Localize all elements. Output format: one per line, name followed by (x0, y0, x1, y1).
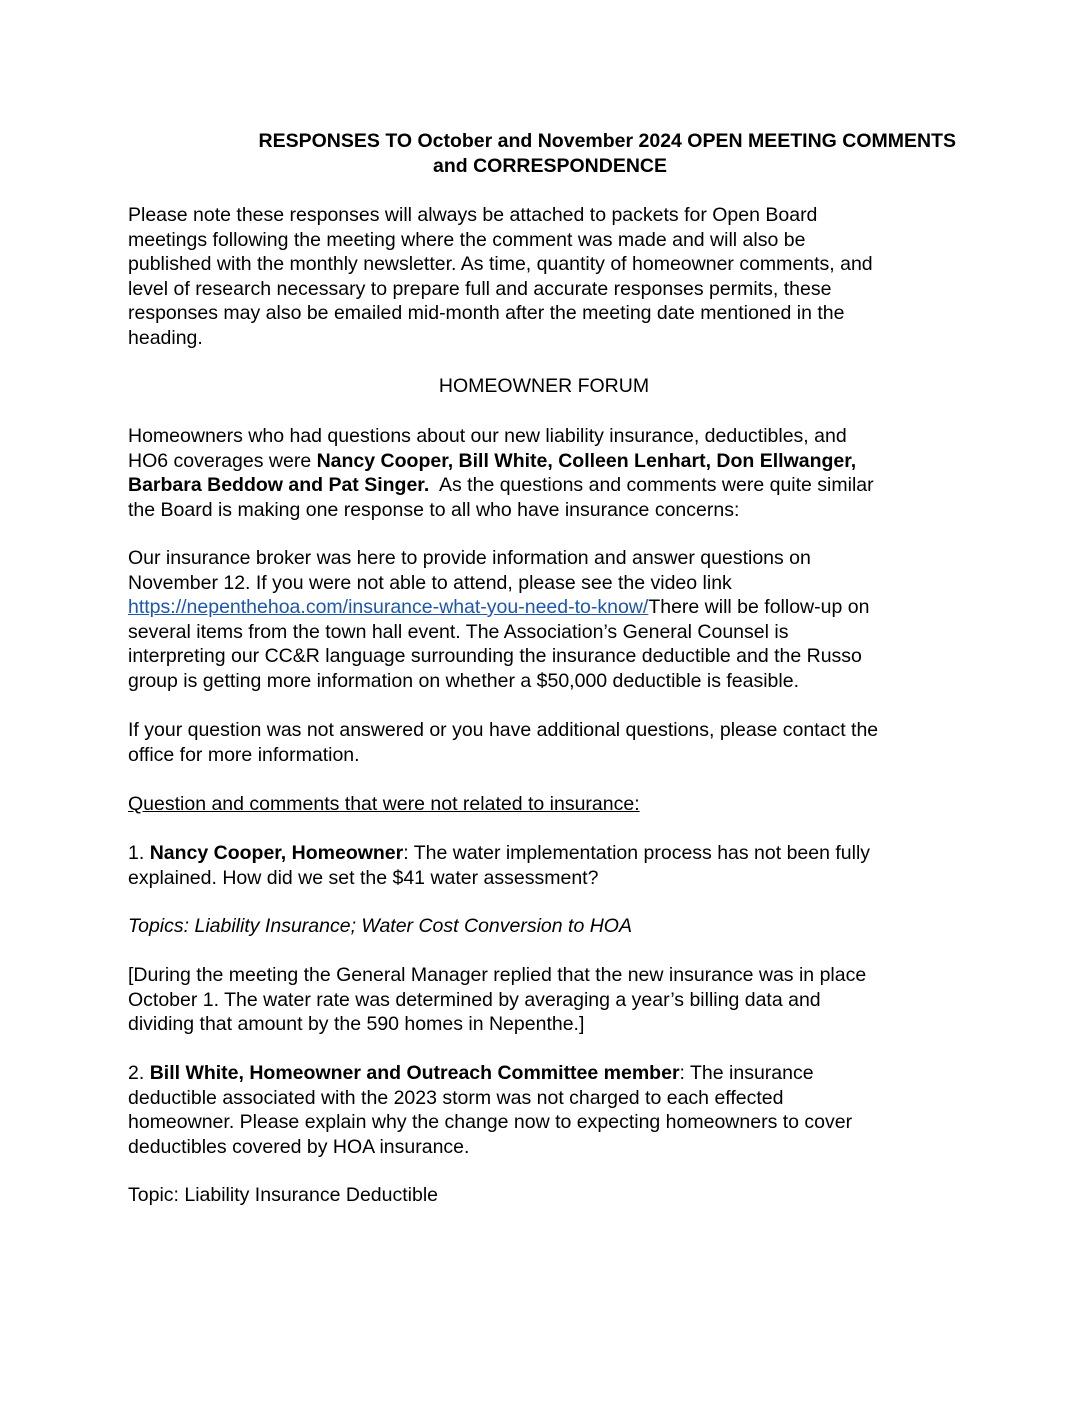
insurance-line (128, 449, 960, 474)
broker-line-text: There will be follow-up on (648, 596, 870, 618)
reply-line: October 1. The water rate was determined by averaging a year’s billing data and (128, 988, 821, 1011)
reply-line: [During the meeting the General Manager replied that the new insurance was in place (128, 964, 867, 986)
item-1-reply (128, 963, 960, 1037)
title-line-2: and CORRESPONDENCE (432, 155, 668, 177)
contact-paragraph (128, 718, 960, 767)
item-line (128, 841, 960, 866)
item-line: explained. How did we set the $41 water assessment? (128, 866, 599, 889)
item-2-question (128, 1061, 960, 1159)
intro-line: responses may also be emailed mid-month after the meeting date mentioned in the (128, 302, 845, 324)
insurance-line: Homeowners who had questions about our new liability insurance, deductibles, and (128, 425, 847, 447)
reply-line: dividing that amount by the 590 homes in Nepenthe.] (128, 1013, 585, 1035)
intro-line: level of research necessary to prepare full and accurate responses permits, these (128, 277, 832, 300)
document-title (128, 129, 956, 179)
non-insurance-heading: Question and comments that were not related to insurance: (128, 793, 640, 815)
video-link[interactable]: https://nepenthehoa.com/insurance-what-you-need-to-know/ (128, 596, 649, 618)
title-line-1: RESPONSES TO October and November 2024 OPEN MEETING COMMENTS (258, 130, 956, 152)
item-line (128, 1061, 960, 1086)
contact-line: office for more information. (128, 743, 360, 766)
broker-paragraph (128, 546, 960, 693)
intro-line: meetings following the meeting where the comment was made and will also be (128, 228, 806, 251)
item-number: 1. (128, 842, 150, 864)
item-text: : The water implementation process has not been fully (403, 842, 871, 864)
item-2-topic: Topic: Liability Insurance Deductible (128, 1184, 439, 1206)
intro-line: Please note these responses will always be attached to packets for Open Board (128, 204, 818, 226)
broker-line: group is getting more information on whether a $50,000 deductible is feasible. (128, 669, 799, 692)
homeowner-names: Nancy Cooper, Bill White, Colleen Lenhart, Don Ellwanger, (316, 449, 857, 472)
broker-line: Our insurance broker was here to provide information and answer questions on (128, 547, 811, 569)
insurance-line-text: As the questions and comments were quite similar (429, 474, 874, 496)
intro-line: published with the monthly newsletter. As time, quantity of homeowner comments, and (128, 253, 873, 275)
insurance-line (128, 473, 960, 498)
item-text: : The insurance (679, 1062, 814, 1084)
item-speaker: Bill White, Homeowner and Outreach Committee member (149, 1062, 680, 1084)
homeowner-forum-heading: HOMEOWNER FORUM (438, 375, 650, 397)
insurance-line: the Board is making one response to all who have insurance concerns: (128, 498, 740, 521)
item-number: 2. (128, 1062, 150, 1084)
homeowner-names: Barbara Beddow and Pat Singer. (128, 474, 430, 496)
broker-line: November 12. If you were not able to attend, please see the video link (128, 571, 732, 594)
broker-line (128, 595, 960, 620)
contact-line: If your question was not answered or you have additional questions, please contact the (128, 719, 879, 741)
item-1-topics: Topics: Liability Insurance; Water Cost Conversion to HOA (128, 915, 632, 937)
intro-paragraph (128, 203, 960, 350)
broker-line: several items from the town hall event. The Association’s General Counsel is (128, 620, 789, 643)
item-line: deductibles covered by HOA insurance. (128, 1135, 470, 1158)
intro-line: heading. (128, 326, 203, 349)
insurance-paragraph (128, 424, 960, 522)
insurance-line-text: HO6 coverages were (128, 449, 317, 472)
item-1-question (128, 841, 960, 890)
item-line: homeowner. Please explain why the change now to expecting homeowners to cover (128, 1111, 853, 1133)
broker-line: interpreting our CC&R language surrounding the insurance deductible and the Russo (128, 645, 862, 667)
item-speaker: Nancy Cooper, Homeowner (149, 842, 404, 864)
item-line: deductible associated with the 2023 storm was not charged to each effected (128, 1086, 784, 1109)
